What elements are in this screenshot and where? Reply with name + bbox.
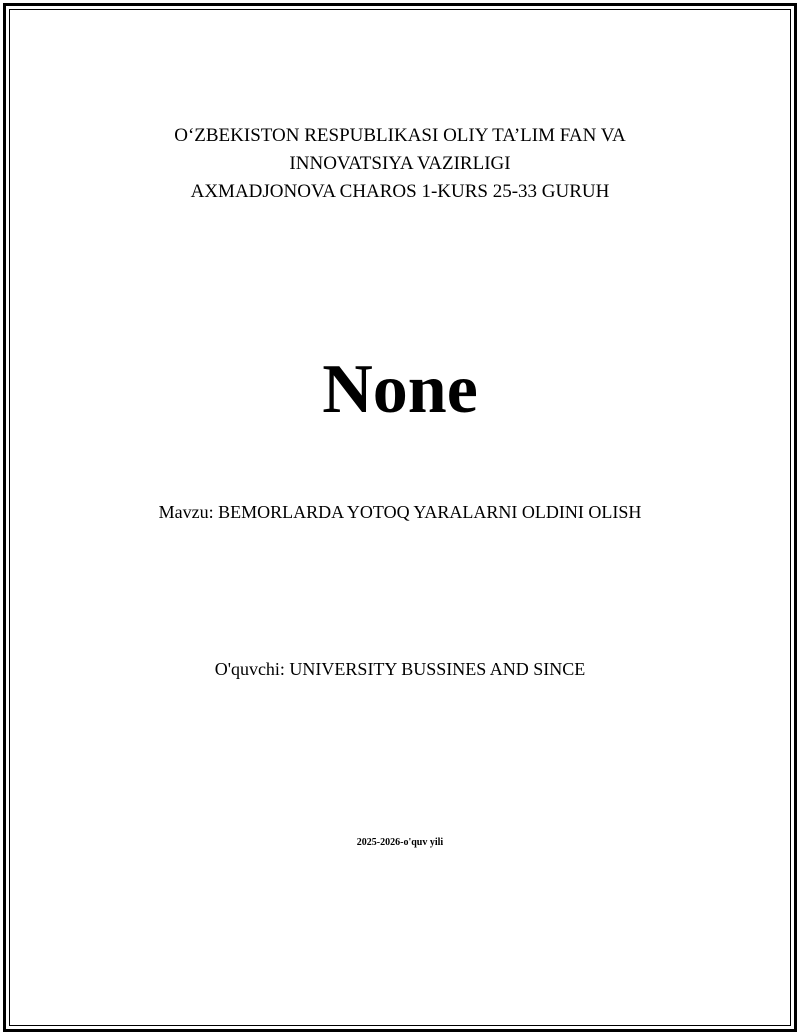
topic-line: Mavzu: BEMORLARDA YOTOQ YARALARNI OLDINI OLISH <box>158 502 642 522</box>
header-line-3: AXMADJONOVA CHAROS 1-KURS 25-33 GURUH <box>190 181 610 202</box>
header-line-1: O‘ZBEKISTON RESPUBLIKASI OLIY TA’LIM FAN VA <box>174 125 626 146</box>
header-line-2: INNOVATSIYA VAZIRLIGI <box>289 153 511 174</box>
document-title: None <box>322 351 478 428</box>
academic-year: 2025-2026-o'quv yili <box>356 837 444 848</box>
ministry-header <box>0 122 800 206</box>
student-line: O'quvchi: UNIVERSITY BUSSINES AND SINCE <box>214 659 586 679</box>
